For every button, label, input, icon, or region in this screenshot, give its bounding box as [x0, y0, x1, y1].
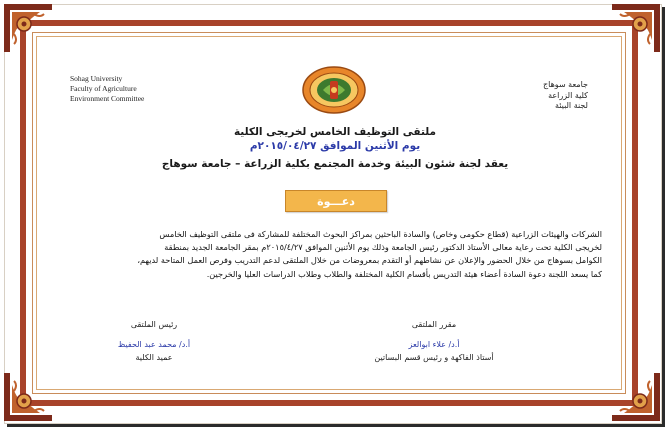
- signature-left-title: رئيس الملتقى: [130, 320, 178, 329]
- university-name-en: Sohag University: [70, 74, 123, 83]
- faculty-name-ar: كلية الزراعة: [548, 90, 588, 100]
- committee-name-en: Environment Committee: [70, 94, 145, 103]
- faculty-name-en: Faculty of Agriculture: [70, 84, 137, 93]
- signature-right-name: أ.د/ علاء ابوالعز: [408, 340, 460, 349]
- body-line: الكوامل بسوهاج من خلال الحضور والإعلان عن نشاطهم أو التقدم بمعروضات من خلال الملتقى لدعم التدريب وفرص العمل المتاحة لديهم،: [137, 255, 602, 266]
- university-name-ar: جامعة سوهاج: [542, 80, 588, 89]
- body-line: الشركات والهيئات الزراعية (قطاع حكومى وخاص) والسادة الباحثين بمراكز البحوث المختلفة للمشاركة فى ملتقى التوظيف الخامس: [159, 229, 602, 239]
- forum-date: يوم الأثنين الموافق ٢٠١٥/٠٤/٢٧م: [249, 140, 421, 152]
- corner-ornament-top-left: [0, 0, 56, 56]
- corner-ornament-top-right: [608, 0, 664, 56]
- forum-title: ملتقى التوظيف الخامس لخريجى الكلية: [233, 126, 437, 138]
- university-logo: [301, 65, 367, 115]
- signature-right-title: مقرر الملتقى: [411, 320, 457, 329]
- committee-name-ar: لجنة البيئة: [554, 101, 588, 110]
- signature-right-role: أستاذ الفاكهة و رئيس قسم البساتين: [374, 353, 494, 362]
- header-arabic-block: [543, 80, 588, 112]
- forum-organizer: يعقد لجنة شئون البيئة وخدمة المجتمع بكلية الزراعة – جامعة سوهاج: [161, 158, 509, 170]
- header-english-block: [70, 74, 144, 104]
- body-line: كما يسعد اللجنة دعوة السادة أعضاء هيئة التدريس بأقسام الكلية المختلفة والطلاب وطلاب الدراسات العليا والخرجين.: [206, 268, 602, 279]
- body-line: لخريجى الكلية تحت رعاية معالى الأستاذ الدكتور رئيس الجامعة وذلك يوم الأثنين الموافق ٢٠١٥/٤/٢٧م بمقر الجامعة الجديد بمنطقة: [164, 242, 602, 253]
- invitation-body: [68, 228, 602, 281]
- invitation-badge: [285, 190, 387, 212]
- signature-left-role: عميد الكلية: [135, 353, 173, 362]
- invitation-label: دعـــوة: [317, 194, 355, 208]
- signature-left-name: أ.د/ محمد عبد الحفيظ: [117, 340, 191, 349]
- corner-ornament-bottom-left: [0, 369, 56, 425]
- corner-ornament-bottom-right: [608, 369, 664, 425]
